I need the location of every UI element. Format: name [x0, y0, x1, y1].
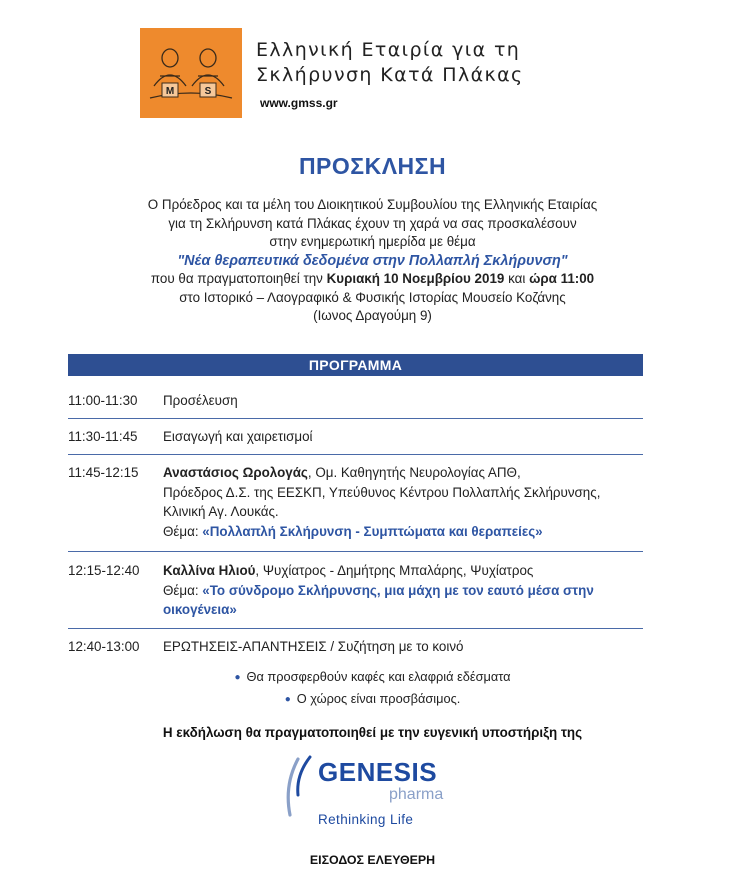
program-time: 12:15-12:40 — [68, 563, 140, 578]
event-time: ώρα 11:00 — [529, 271, 595, 286]
speaker-clinic: Κλινική Αγ. Λουκάς. — [163, 504, 279, 519]
free-entry-label: ΕΙΣΟΔΟΣ ΕΛΕΥΘΕΡΗ — [309, 853, 436, 867]
intro-line2: για τη Σκλήρυνση κατά Πλάκας έχουν τη χαρά να σας προσκαλέσουν — [168, 215, 577, 231]
event-address: (Ιωνος Δραγούμη 9) — [313, 308, 432, 323]
topic-label: Θέμα: — [163, 523, 203, 539]
topic-title-cont: οικογένεια» — [163, 602, 237, 617]
program-divider — [68, 454, 643, 455]
program-text — [163, 463, 643, 541]
event-venue: στο Ιστορικό – Λαογραφικό & Φυσικής Ιστορίας Μουσείο Κοζάνης — [179, 289, 566, 305]
program-text: ΕΡΩΤΗΣΕΙΣ-ΑΠΑΝΤΗΣΕΙΣ / Συζήτηση με το κοινό — [163, 639, 464, 654]
sponsor-sub: pharma — [389, 786, 444, 803]
logo-letter-m: M — [165, 86, 175, 97]
topic-title: «Πολλαπλή Σκλήρυνση - Συμπτώματα και θεραπείες» — [202, 523, 543, 539]
topic-title: «Το σύνδρομο Σκλήρυνσης, μια μάχη με τον εαυτό μέσα στην — [202, 582, 594, 598]
intro-date-line — [40, 270, 705, 289]
intro-date-conj: και — [504, 271, 530, 286]
program-time: 11:30-11:45 — [68, 429, 138, 444]
speaker-name: Καλλίνα Ηλιού — [163, 563, 256, 578]
program-heading: ΠΡΟΓΡΑΜΜΑ — [68, 354, 643, 376]
note-text: Ο χώρος είναι προσβάσιμος. — [296, 691, 461, 706]
intro-line3: στην ενημερωτική ημερίδα με θέμα — [269, 234, 476, 249]
header — [140, 28, 600, 120]
event-date: Κυριακή 10 Νοεμβρίου 2019 — [326, 271, 505, 286]
program-divider — [68, 418, 643, 419]
support-statement: Η εκδήλωση θα πραγματοποιηθεί με την ευγενική υποστήριξη της — [162, 725, 583, 740]
bullet-icon: ● — [234, 672, 241, 683]
speaker-affiliation: Πρόεδρος Δ.Σ. της ΕΕΣΚΠ, Υπεύθυνος Κέντρου Πολλαπλής Σκλήρυνσης, — [163, 484, 601, 500]
note-item — [0, 689, 745, 710]
topic-line — [163, 581, 643, 601]
program-time: 12:40-13:00 — [68, 639, 140, 654]
program-time: 11:00-11:30 — [68, 393, 138, 408]
sponsor-name: GENESIS — [318, 757, 438, 787]
program-text — [163, 561, 643, 620]
org-name-line2: Σκλήρυνση Κατά Πλάκας — [256, 64, 524, 86]
page-title: ΠΡΟΣΚΛΗΣΗ — [298, 153, 447, 179]
speaker-name: Αναστάσιος Ωρολογάς — [163, 465, 308, 480]
program-text: Εισαγωγή και χαιρετισμοί — [163, 429, 313, 444]
program-text: Προσέλευση — [163, 393, 238, 408]
org-name — [256, 38, 524, 88]
intro-date-prefix: που θα πραγματοποιηθεί την — [150, 271, 327, 286]
note-item — [0, 667, 745, 688]
speaker-line — [163, 561, 643, 581]
invitation-intro — [40, 196, 705, 326]
sponsor-logo — [276, 755, 476, 835]
org-name-line1: Ελληνική Εταιρία για τη — [256, 39, 521, 61]
program-time: 11:45-12:15 — [68, 465, 139, 480]
speaker-title: , Ομ. Καθηγητής Νευρολογίας ΑΠΘ, — [307, 465, 521, 480]
intro-line1: Ο Πρόεδρος και τα μέλη του Διοικητικού Συμβουλίου της Ελληνικής Εταιρίας — [147, 197, 598, 212]
note-text: Θα προσφερθούν καφές και ελαφριά εδέσματα — [246, 669, 511, 684]
program-divider — [68, 551, 643, 552]
gmss-logo-icon — [140, 28, 242, 118]
speaker-title: , Ψυχίατρος - Δημήτρης Μπαλάρης, Ψυχίατρος — [255, 563, 534, 578]
genesis-swoosh-icon — [276, 755, 320, 835]
speaker-line — [163, 463, 643, 483]
gmss-logo — [140, 28, 242, 118]
event-theme: "Νέα θεραπευτικά δεδομένα στην Πολλαπλή Σκλήρυνση" — [177, 252, 568, 269]
logo-letter-s: S — [204, 86, 212, 97]
bullet-icon: ● — [284, 694, 291, 705]
website-link[interactable]: www.gmss.gr — [260, 96, 338, 110]
program-divider — [68, 628, 643, 629]
sponsor-tagline: Rethinking Life — [318, 812, 414, 827]
topic-label: Θέμα: — [163, 582, 203, 598]
topic-line — [163, 522, 643, 542]
